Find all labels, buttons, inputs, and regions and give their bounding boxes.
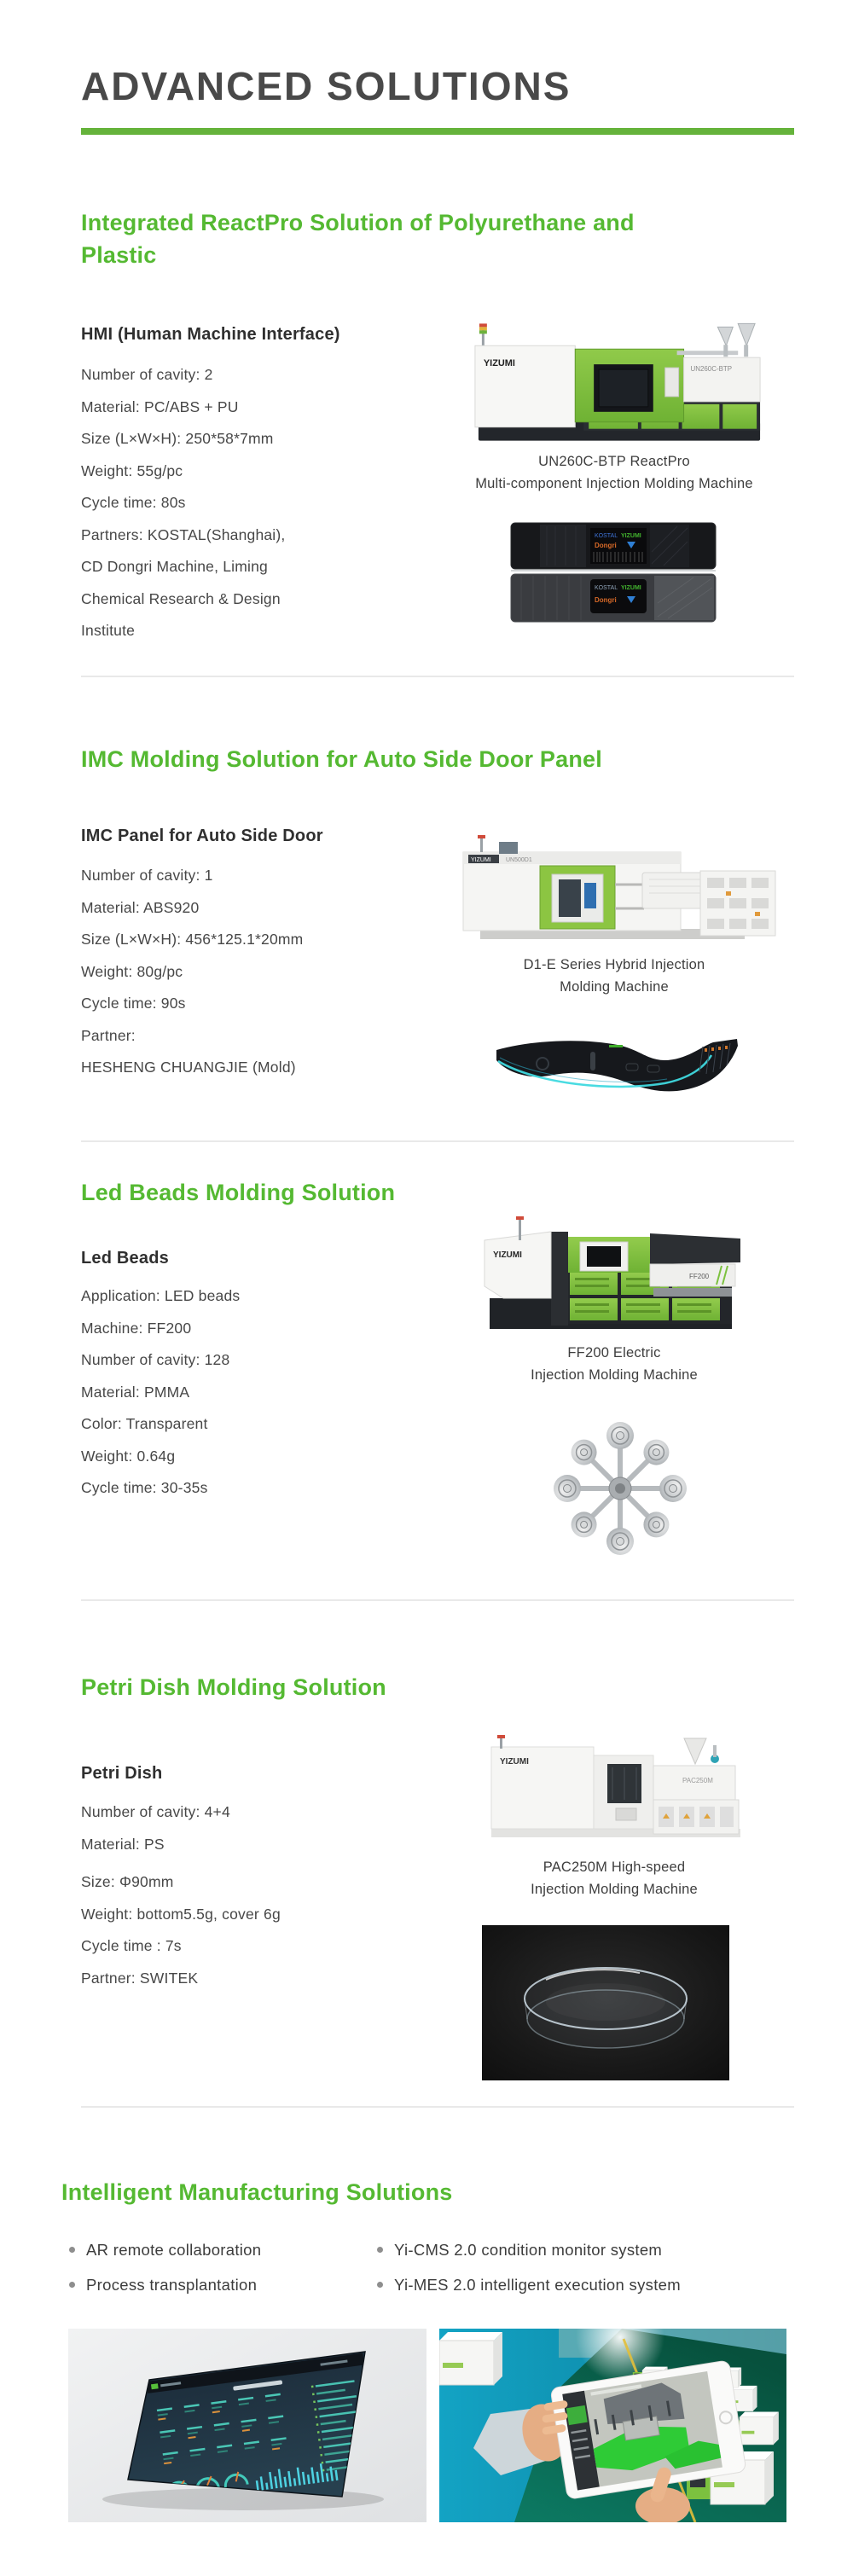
spec-list-led (81, 1280, 240, 1505)
spec-line: Size (L×W×H): 456*125.1*20mm (81, 931, 304, 948)
machine-head (485, 1232, 551, 1298)
bullet-label: Process transplantation (86, 2275, 258, 2294)
bullet-item (377, 2267, 681, 2302)
machine-model-label: UN500D1 (506, 857, 532, 863)
left-hand-fingers (542, 2400, 568, 2435)
spec-line: Material: PS (81, 1835, 165, 1853)
bullet-item (69, 2267, 261, 2302)
door-panel-image (490, 1035, 744, 1105)
spec-line: Number of cavity: 1 (81, 867, 213, 884)
petri-dish (525, 1968, 687, 2048)
section-title-led: Led Beads Molding Solution (81, 1180, 396, 1205)
spec-line: Institute (81, 622, 136, 639)
caption-line: Injection Molding Machine (531, 1882, 698, 1897)
caption-line: UN260C-BTP ReactPro (538, 454, 690, 469)
spec-line: Cycle time : 7s (81, 1937, 182, 1954)
kostal-logo: KOSTAL (595, 585, 618, 591)
bullet-label: Yi-MES 2.0 intelligent execution system (394, 2275, 681, 2294)
bullet-item (377, 2232, 681, 2267)
injection-unit (684, 357, 761, 402)
dongri-logo: Dongri (595, 542, 617, 549)
hmi-panel (665, 368, 679, 397)
yizumi-logo: YIZUMI (483, 358, 515, 369)
d1e-machine-image (455, 833, 780, 944)
spec-line: Material: PC/ABS + PU (81, 397, 239, 415)
machine-model-label: UN260C-BTP (690, 365, 733, 374)
panel-logo-mark (609, 1045, 623, 1047)
factory-tablet-image (439, 2329, 786, 2522)
header-green-rule (81, 128, 794, 135)
section-subheading: Led Beads (81, 1249, 169, 1268)
bullet-dot-icon (377, 2247, 383, 2253)
hopper (738, 323, 755, 345)
spec-line: Cycle time: 30-35s (81, 1479, 208, 1496)
bullet-dot-icon (69, 2247, 75, 2253)
spec-line: Partners: KOSTAL(Shanghai), (81, 525, 286, 543)
section-subheading: Petri Dish (81, 1764, 163, 1783)
caption-line: PAC250M High-speed (543, 1859, 686, 1875)
spec-line: Material: ABS920 (81, 898, 200, 916)
spec-line: HESHENG CHUANGJIE (Mold) (81, 1059, 296, 1076)
caption-line: Injection Molding Machine (531, 1367, 698, 1383)
machine-model-label: FF200 (689, 1273, 710, 1280)
ff200-machine-image (469, 1215, 744, 1341)
bullet-item (69, 2232, 261, 2267)
spec-line: Chemical Research & Design (81, 589, 281, 607)
reactpro-machine-image (465, 320, 770, 448)
spec-line: Application: LED beads (81, 1287, 241, 1304)
spec-line: Material: PMMA (81, 1383, 190, 1401)
pac250m-machine-image (479, 1735, 746, 1844)
machine-caption (418, 954, 810, 998)
spec-line: Number of cavity: 128 (81, 1351, 230, 1368)
section-divider (81, 2106, 794, 2108)
section-subheading: IMC Panel for Auto Side Door (81, 827, 323, 845)
section-divider (81, 1599, 794, 1601)
bullet-column-right (377, 2232, 681, 2302)
hopper (717, 327, 733, 345)
spec-line: Weight: 55g/pc (81, 461, 183, 479)
yizumi-logo: YIZUMI (621, 533, 641, 539)
spec-line: Cycle time: 80s (81, 494, 186, 511)
spec-line: Partner: SWITEK (81, 1969, 199, 1987)
injection-machine-row-unit (439, 2332, 502, 2385)
led-beads-image (546, 1414, 694, 1563)
yizumi-logo: YIZUMI (621, 585, 641, 591)
spec-list-reactpro (81, 359, 286, 647)
spec-line: Partner: (81, 1026, 136, 1044)
spec-list-imc (81, 860, 303, 1084)
hmi-panels-image (509, 521, 717, 624)
hopper (684, 1738, 706, 1764)
spec-line: Size (L×W×H): 250*58*7mm (81, 430, 274, 447)
spec-line: Color: Transparent (81, 1415, 208, 1432)
spec-line: Size: Φ90mm (81, 1873, 174, 1890)
yizumi-logo: YIZUMI (500, 1757, 529, 1767)
yizumi-logo: YIZUMI (493, 1250, 522, 1260)
machine-caption (418, 1342, 810, 1386)
caption-line: Molding Machine (560, 979, 669, 995)
caption-line: Multi-component Injection Molding Machine (475, 476, 753, 491)
section-title-imc: IMC Molding Solution for Auto Side Door Panel (81, 746, 602, 772)
kostal-logo: KOSTAL (595, 533, 618, 539)
bullet-label: Yi-CMS 2.0 condition monitor system (394, 2240, 663, 2259)
spec-line: Cycle time: 90s (81, 995, 186, 1012)
dongri-logo: Dongri (595, 596, 617, 604)
bullet-label: AR remote collaboration (86, 2240, 262, 2259)
section-title-reactpro: Integrated ReactPro Solution of Polyurethane and Plastic (81, 210, 635, 268)
machine-model-label: PAC250M (682, 1777, 713, 1784)
caption-line: D1-E Series Hybrid Injection (523, 957, 705, 972)
bullet-dot-icon (69, 2282, 75, 2288)
section-divider (81, 676, 794, 677)
spec-line: CD Dongri Machine, Liming (81, 558, 268, 575)
spec-line: Weight: bottom5.5g, cover 6g (81, 1905, 281, 1923)
section-subheading: HMI (Human Machine Interface) (81, 325, 340, 344)
spec-line: Number of cavity: 4+4 (81, 1803, 230, 1820)
bullet-dot-icon (377, 2282, 383, 2288)
page-title: ADVANCED SOLUTIONS (81, 64, 572, 108)
spec-line: Number of cavity: 2 (81, 366, 213, 383)
spec-line: Weight: 80g/pc (81, 962, 183, 980)
yizumi-logo: YIZUMI (471, 857, 491, 863)
section-divider (81, 1140, 794, 1142)
bullet-column-left (69, 2232, 261, 2302)
cms-dashboard-image (68, 2329, 426, 2522)
spec-line: Weight: 0.64g (81, 1447, 176, 1465)
section-title-intelligent: Intelligent Manufacturing Solutions (61, 2179, 453, 2205)
spec-line: Machine: FF200 (81, 1319, 192, 1337)
spec-list-petri (81, 1796, 281, 1994)
machine-caption (418, 1856, 810, 1900)
caption-line: FF200 Electric (567, 1345, 661, 1361)
machine-caption (418, 450, 810, 495)
petri-dish-image (482, 1925, 729, 2080)
section-title-petri: Petri Dish Molding Solution (81, 1674, 386, 1700)
